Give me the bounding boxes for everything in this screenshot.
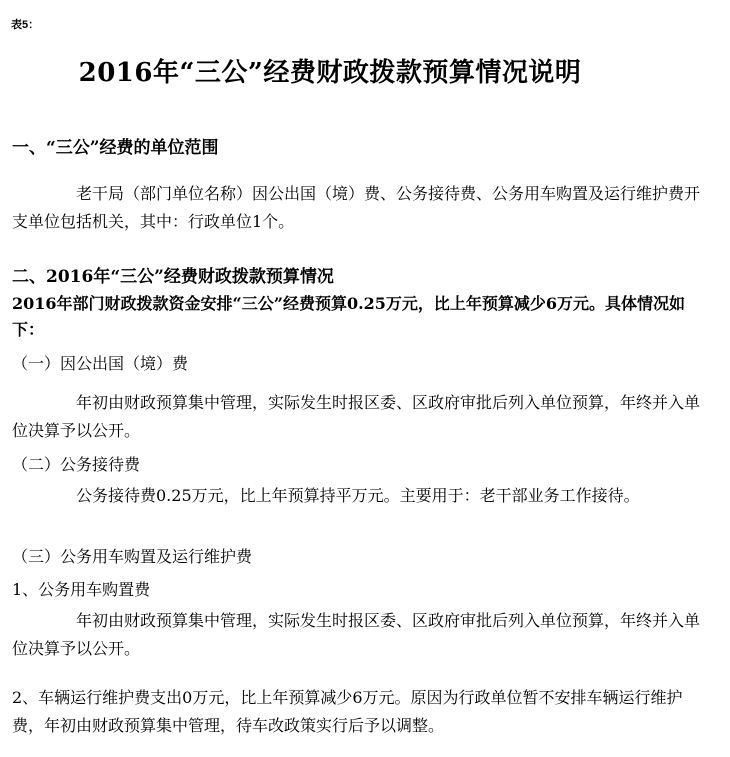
item3-heading: （三）公务用车购置及运行维护费 bbox=[12, 547, 253, 566]
item1-body: 年初由财政预算集中管理，实际发生时报区委、区政府审批后列入单位预算，年终并入单位决算予以公开。 bbox=[12, 393, 701, 440]
table-number-label: 表5： bbox=[11, 19, 40, 31]
item3-sub2-body: 2、车辆运行维护费支出0万元，比上年预算减少6万元。原因为行政单位暂不安排车辆运行维护费，年初由财政预算集中管理，待车改政策实行后予以调整。 bbox=[12, 688, 683, 735]
item2-heading: （二）公务接待费 bbox=[12, 455, 141, 474]
section1-body: 老干局（部门单位名称）因公出国（境）费、公务接待费、公务用车购置及运行维护费开支单位包括机关，其中：行政单位1个。 bbox=[12, 184, 701, 231]
item2-body: 公务接待费0.25万元，比上年预算持平万元。主要用于：老干部业务工作接待。 bbox=[76, 486, 640, 505]
section2-summary: 2016年部门财政拨款资金安排“三公”经费预算0.25万元，比上年预算减少6万元。具体情况如下： bbox=[12, 294, 686, 339]
item3-sub1-heading: 1、公务用车购置费 bbox=[12, 580, 151, 599]
section2-heading: 二、2016年“三公”经费财政拨款预算情况 bbox=[12, 267, 334, 287]
item3-sub1-body: 年初由财政预算集中管理，实际发生时报区委、区政府审批后列入单位预算，年终并入单位决算予以公开。 bbox=[12, 611, 701, 658]
section1-heading: 一、“三公”经费的单位范围 bbox=[12, 138, 219, 158]
item1-heading: （一）因公出国（境）费 bbox=[12, 354, 189, 373]
page-title: 2016年“三公”经费财政拨款预算情况说明 bbox=[78, 58, 582, 88]
